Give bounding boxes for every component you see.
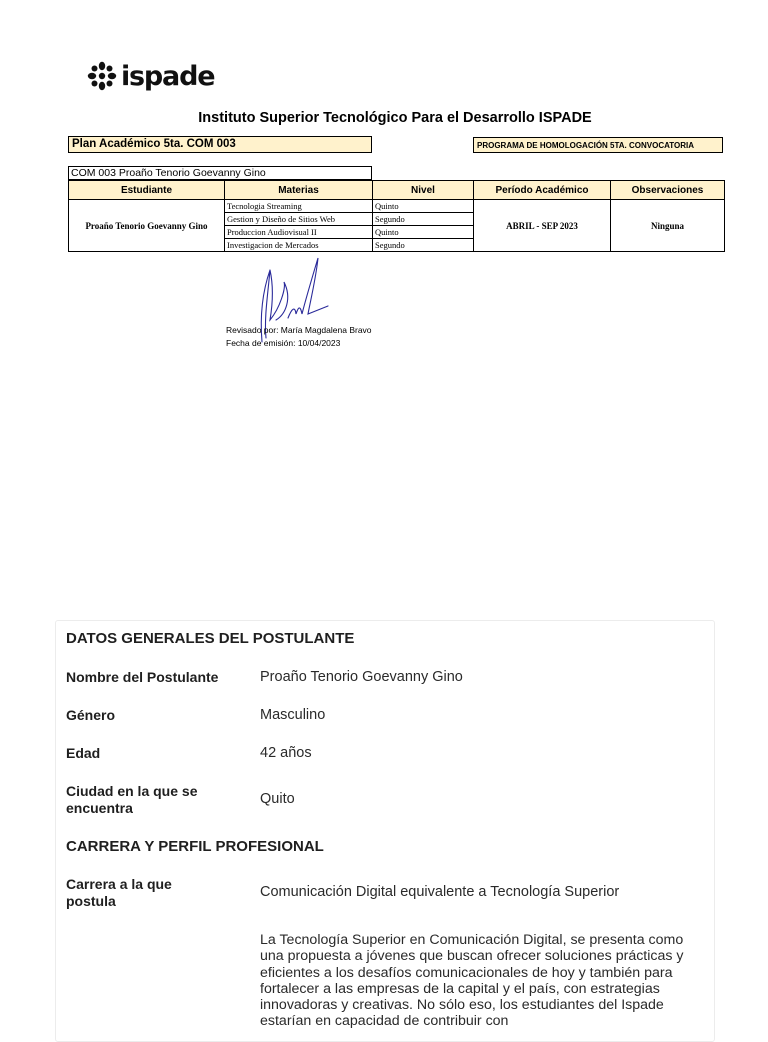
header-materias: Materias: [225, 181, 373, 200]
document-title: Instituto Superior Tecnológico Para el Desarrollo ISPADE: [198, 110, 592, 126]
ispade-flower-icon: [86, 60, 118, 92]
header-estudiante: Estudiante: [69, 181, 225, 200]
nivel-cell: Segundo: [373, 239, 474, 252]
materia-cell: Investigacion de Mercados: [225, 239, 373, 252]
section-general-data-title: DATOS GENERALES DEL POSTULANTE: [66, 630, 355, 647]
reviewed-by: Revisado por: María Magdalena Bravo: [226, 325, 372, 335]
student-name-cell: Proaño Tenorio Goevanny Gino: [69, 200, 225, 252]
logo-wordmark: ispade: [121, 60, 215, 92]
header-periodo: Período Académico: [474, 181, 611, 200]
field-value-city: Quito: [260, 791, 295, 807]
field-value-career: Comunicación Digital equivalente a Tecnología Superior: [260, 884, 620, 900]
field-value-age: 42 años: [260, 745, 312, 761]
field-value-gender: Masculino: [260, 707, 326, 723]
ispade-logo: [86, 60, 214, 92]
career-description: La Tecnología Superior en Comunicación Digital, se presenta como una propuesta a jóvenes que buscan ofrecer soluciones prácticas y eficientes a los desafíos comunicacionales de hoy y también para fortalecer a las empresas de la capital y el país, con estrategias innovadoras y creativas. No sólo eso, los estudiantes del Ispade estarían en capacidad de contribuir con: [260, 932, 684, 1030]
table-header-row: [69, 181, 725, 200]
nivel-cell: Quinto: [373, 200, 474, 213]
nivel-cell: Segundo: [373, 213, 474, 226]
plan-label: Plan Académico 5ta. COM 003: [68, 136, 372, 153]
header-nivel: Nivel: [373, 181, 474, 200]
period-cell: ABRIL - SEP 2023: [474, 200, 611, 252]
materia-cell: Gestion y Diseño de Sitios Web: [225, 213, 373, 226]
observations-cell: Ninguna: [611, 200, 725, 252]
materia-cell: Produccion Audiovisual II: [225, 226, 373, 239]
nivel-cell: Quinto: [373, 226, 474, 239]
com-label: COM 003 Proaño Tenorio Goevanny Gino: [68, 166, 372, 180]
materia-cell: Tecnologia Streaming: [225, 200, 373, 213]
header-observaciones: Observaciones: [611, 181, 725, 200]
field-label-gender: Género: [66, 707, 116, 723]
issue-date: Fecha de emisión: 10/04/2023: [226, 338, 341, 348]
field-label-age: Edad: [66, 745, 101, 761]
field-value-name: Proaño Tenorio Goevanny Gino: [260, 669, 463, 685]
academic-plan-table: [68, 180, 725, 252]
review-info: [226, 324, 372, 350]
section-career-title: CARRERA Y PERFIL PROFESIONAL: [66, 838, 324, 855]
table-row: [69, 200, 725, 213]
field-label-name: Nombre del Postulante: [66, 669, 219, 685]
field-label-career: Carrera a la que postula: [66, 876, 172, 909]
field-label-city: Ciudad en la que se encuentra: [66, 783, 198, 816]
program-label: PROGRAMA DE HOMOLOGACIÓN 5TA. CONVOCATORIA: [473, 137, 723, 153]
